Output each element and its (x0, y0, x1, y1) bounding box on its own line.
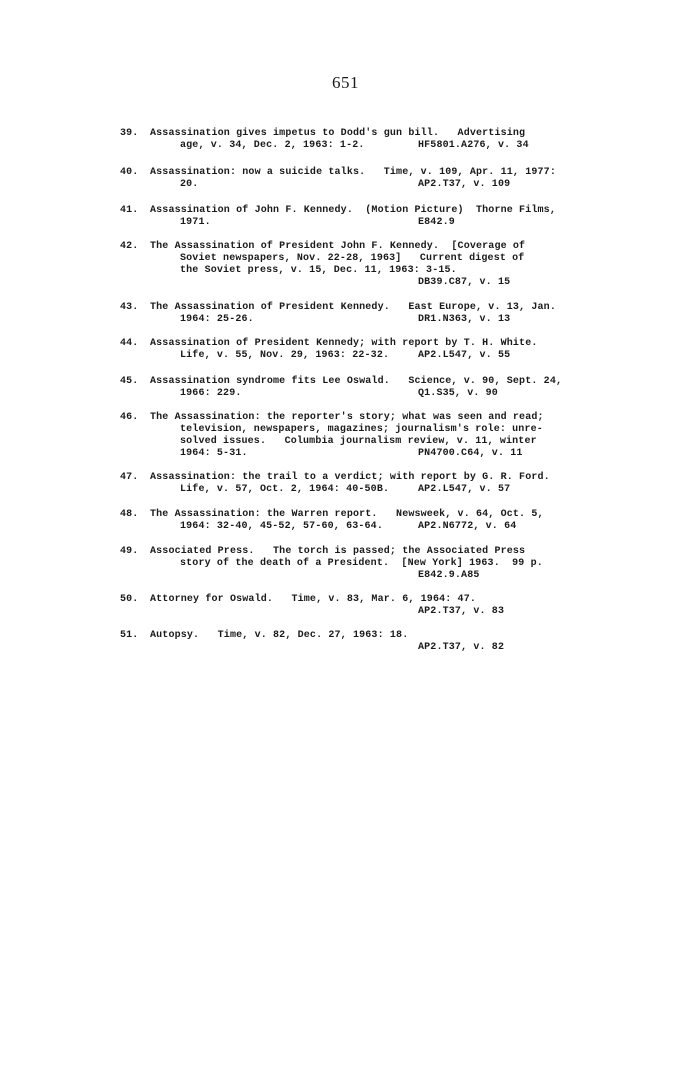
entry-call-number: HF5801.A276, v. 34 (418, 140, 529, 151)
entry-call-number: DR1.N363, v. 13 (418, 314, 511, 325)
entry-citation-line: 1964: 25-26. (180, 314, 254, 325)
entry-citation-line: Assassination: now a suicide talks. Time, v. 109, Apr. 11, 1977: (150, 167, 556, 178)
entry-citation-line: the Soviet press, v. 15, Dec. 11, 1963: 3-15. (180, 265, 457, 276)
bibliography-entry-44 (120, 338, 590, 362)
page-number: 651 (332, 73, 359, 92)
entry-number: 51. (120, 630, 139, 641)
entry-number: 47. (120, 472, 139, 483)
entry-citation-line: 1964: 32-40, 45-52, 57-60, 63-64. (180, 521, 383, 532)
bibliography-entry-42 (120, 241, 590, 289)
entry-citation-line: solved issues. Columbia journalism review, v. 11, winter (180, 436, 537, 447)
bibliography-entry-49 (120, 546, 590, 582)
bibliography-entry-39 (120, 128, 590, 152)
entry-call-number: E842.9 (418, 217, 455, 228)
bibliography-entry-50 (120, 594, 590, 618)
entry-citation-line: 20. (180, 179, 199, 190)
entry-citation-line: age, v. 34, Dec. 2, 1963: 1-2. (180, 140, 365, 151)
entry-number: 50. (120, 594, 139, 605)
entry-citation-line: The Assassination: the reporter's story; what was seen and read; (150, 412, 544, 423)
entry-citation-line: 1966: 229. (180, 388, 242, 399)
entry-citation-line: Attorney for Oswald. Time, v. 83, Mar. 6, 1964: 47. (150, 594, 477, 605)
bibliography-entry-48 (120, 509, 590, 533)
entry-call-number: AP2.L547, v. 57 (418, 484, 511, 495)
entry-citation-line: The Assassination of President John F. Kennedy. [Coverage of (150, 241, 526, 252)
entry-number: 45. (120, 376, 139, 387)
entry-citation-line: television, newspapers, magazines; journalism's role: unre- (180, 424, 543, 435)
entry-citation-line: 1971. (180, 217, 211, 228)
entry-call-number: AP2.T37, v. 109 (418, 179, 511, 190)
bibliography-entry-40 (120, 167, 590, 191)
entry-citation-line: Assassination syndrome fits Lee Oswald. Science, v. 90, Sept. 24, (150, 376, 563, 387)
entry-citation-line: story of the death of a President. [New York] 1963. 99 p. (180, 558, 543, 569)
bibliography-entry-46 (120, 412, 590, 460)
entry-number: 42. (120, 241, 139, 252)
entry-citation-line: Assassination: the trail to a verdict; with report by G. R. Ford. (150, 472, 550, 483)
entry-number: 40. (120, 167, 139, 178)
entry-citation-line: Autopsy. Time, v. 82, Dec. 27, 1963: 18. (150, 630, 409, 641)
entry-call-number: AP2.T37, v. 83 (418, 606, 505, 617)
entry-call-number: E842.9.A85 (418, 570, 480, 581)
entry-citation-line: Associated Press. The torch is passed; the Associated Press (150, 546, 526, 557)
entry-call-number: AP2.L547, v. 55 (418, 350, 511, 361)
entry-number: 48. (120, 509, 139, 520)
entry-call-number: AP2.T37, v. 82 (418, 642, 505, 653)
entry-citation-line: Assassination of John F. Kennedy. (Motion Picture) Thorne Films, (150, 205, 556, 216)
entry-citation-line: Assassination of President Kennedy; with report by T. H. White. (150, 338, 538, 349)
entry-number: 49. (120, 546, 139, 557)
entry-citation-line: Soviet newspapers, Nov. 22-28, 1963] Current digest of (180, 253, 525, 264)
entry-call-number: AP2.N6772, v. 64 (418, 521, 517, 532)
entry-citation-line: Life, v. 55, Nov. 29, 1963: 22-32. (180, 350, 390, 361)
entry-call-number: PN4700.C64, v. 11 (418, 448, 523, 459)
entry-number: 46. (120, 412, 139, 423)
entry-citation-line: 1964: 5-31. (180, 448, 248, 459)
bibliography-entry-47 (120, 472, 590, 496)
entry-call-number: Q1.S35, v. 90 (418, 388, 498, 399)
bibliography-entry-51 (120, 630, 590, 654)
entry-call-number: DB39.C87, v. 15 (418, 277, 511, 288)
bibliography-entry-43 (120, 302, 590, 326)
entry-number: 39. (120, 128, 139, 139)
entry-number: 43. (120, 302, 139, 313)
entry-citation-line: Life, v. 57, Oct. 2, 1964: 40-50B. (180, 484, 390, 495)
entry-number: 41. (120, 205, 139, 216)
entry-number: 44. (120, 338, 139, 349)
entry-citation-line: Assassination gives impetus to Dodd's gun bill. Advertising (150, 128, 526, 139)
bibliography-entry-41 (120, 205, 590, 229)
bibliography-entry-45 (120, 376, 590, 400)
entry-citation-line: The Assassination of President Kennedy. East Europe, v. 13, Jan. (150, 302, 556, 313)
entry-citation-line: The Assassination: the Warren report. Newsweek, v. 64, Oct. 5, (150, 509, 544, 520)
